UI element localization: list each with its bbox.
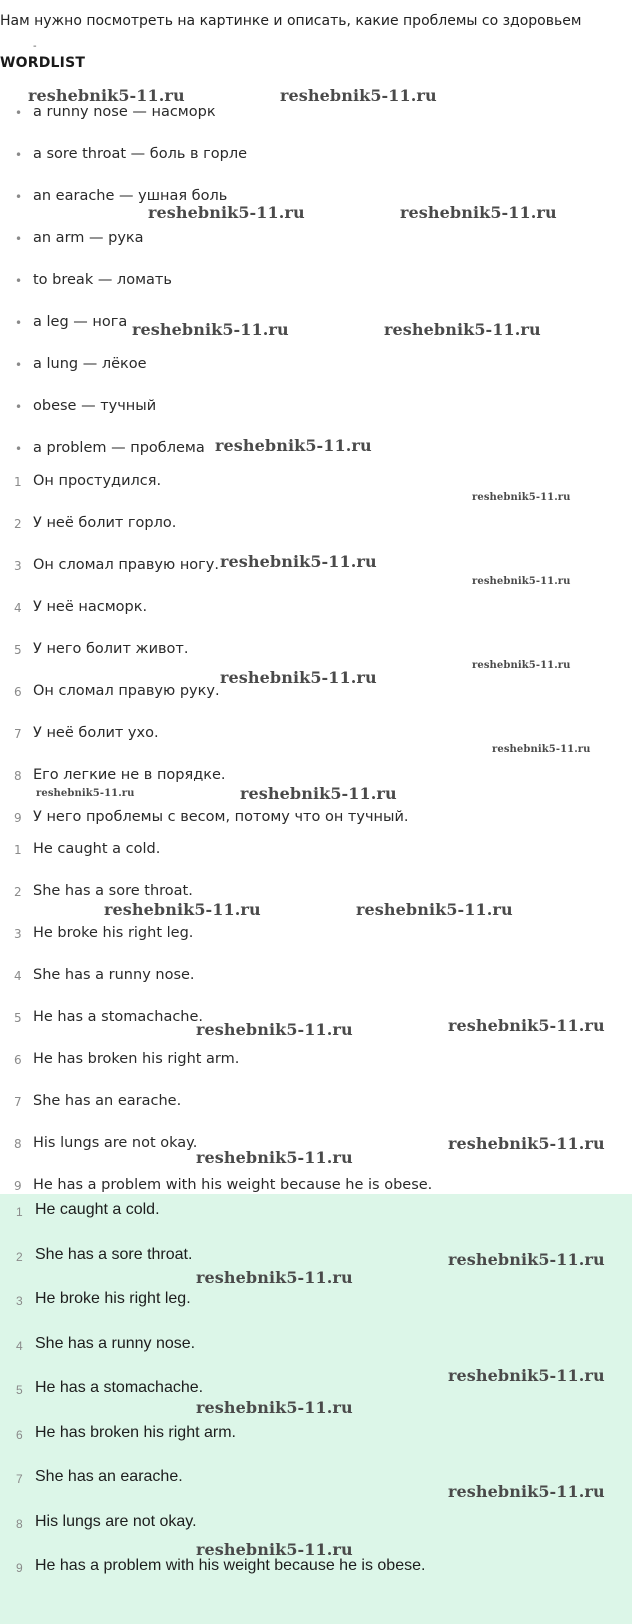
item-number: 7 (14, 727, 22, 741)
watermark: reshebnik5-11.ru (492, 744, 591, 755)
answer-sentence: She has an earache. (35, 1468, 183, 1485)
item-number: 3 (14, 559, 22, 573)
english-sentence: He broke his right leg. (33, 925, 194, 941)
item-number: 2 (14, 885, 22, 899)
watermark: reshebnik5-11.ru (148, 203, 305, 222)
answer-sentence: He broke his right leg. (35, 1290, 191, 1307)
watermark: reshebnik5-11.ru (36, 788, 135, 799)
item-number: 5 (14, 643, 22, 657)
item-number: 3 (16, 1294, 23, 1308)
item-number: 9 (16, 1561, 23, 1575)
wordlist-entry: a sore throat — боль в горле (33, 146, 248, 162)
item-number: 5 (16, 1383, 23, 1397)
item-number: 7 (16, 1472, 23, 1486)
watermark: reshebnik5-11.ru (384, 320, 541, 339)
bullet-icon: • (15, 400, 23, 414)
russian-sentence: Он сломал правую руку. (33, 683, 220, 699)
wordlist-entry: an arm — рука (33, 230, 144, 246)
bullet-icon: • (15, 442, 23, 456)
bullet-icon: • (15, 148, 23, 162)
russian-sentence: Он сломал правую ногу. (33, 557, 219, 573)
answer-sentence: He has a problem with his weight because he is obese. (35, 1557, 426, 1574)
bullet-icon: • (15, 316, 23, 330)
watermark: reshebnik5-11.ru (240, 784, 397, 803)
watermark: reshebnik5-11.ru (28, 86, 185, 105)
item-number: 1 (14, 843, 22, 857)
watermark: reshebnik5-11.ru (196, 1148, 353, 1167)
russian-sentence: У него проблемы с весом, потому что он тучный. (33, 809, 409, 825)
item-number: 7 (14, 1095, 22, 1109)
watermark: reshebnik5-11.ru (215, 436, 372, 455)
wordlist-entry: an earache — ушная боль (33, 188, 228, 204)
answer-sentence: He has a stomachache. (35, 1379, 204, 1396)
answer-sentence: He has broken his right arm. (35, 1423, 236, 1441)
wordlist-heading: WORDLIST (0, 55, 86, 71)
russian-sentence: У неё болит горло. (33, 515, 177, 531)
watermark: reshebnik5-11.ru (400, 203, 557, 222)
watermark: reshebnik5-11.ru (356, 900, 513, 919)
watermark: reshebnik5-11.ru (196, 1540, 353, 1559)
bullet-icon: • (15, 358, 23, 372)
english-sentence: She has an earache. (33, 1093, 182, 1109)
item-number: 1 (14, 475, 22, 489)
watermark: reshebnik5-11.ru (196, 1020, 353, 1039)
bullet-icon: • (15, 232, 23, 246)
wordlist-entry: a problem — проблема (33, 440, 205, 456)
wordlist-entry: obese — тучный (33, 398, 157, 414)
answer-sentence: She has a sore throat. (35, 1245, 193, 1263)
answer-sentence: He caught a cold. (35, 1201, 160, 1218)
wordlist-entry: a runny nose — насморк (33, 104, 216, 120)
english-sentence: She has a sore throat. (33, 883, 193, 899)
item-number: 2 (14, 517, 22, 531)
watermark: reshebnik5-11.ru (220, 668, 377, 687)
watermark: reshebnik5-11.ru (448, 1366, 605, 1385)
russian-sentence: Его легкие не в порядке. (33, 767, 226, 783)
item-number: 4 (16, 1338, 23, 1353)
english-sentence: He caught a cold. (33, 841, 161, 857)
russian-sentence: У неё насморк. (33, 599, 148, 615)
watermark: reshebnik5-11.ru (132, 320, 289, 339)
intro-text: Нам нужно посмотреть на картинке и описать, какие проблемы со здоровьем (0, 13, 582, 29)
russian-sentence: Он простудился. (33, 473, 162, 489)
watermark: reshebnik5-11.ru (448, 1134, 605, 1153)
item-number: 2 (16, 1249, 23, 1264)
item-number: 6 (14, 1053, 22, 1067)
item-number: 4 (14, 969, 22, 983)
watermark: reshebnik5-11.ru (220, 552, 377, 571)
english-sentence: He has a problem with his weight because he is obese. (33, 1177, 433, 1193)
item-number: 9 (14, 811, 22, 825)
item-number: 1 (16, 1205, 23, 1219)
watermark: reshebnik5-11.ru (472, 576, 571, 587)
watermark: reshebnik5-11.ru (104, 900, 261, 919)
english-sentence: His lungs are not okay. (33, 1135, 198, 1151)
english-sentence: He has broken his right arm. (33, 1051, 240, 1067)
english-sentence: He has a stomachache. (33, 1009, 204, 1025)
watermark: reshebnik5-11.ru (472, 492, 571, 503)
item-number: 3 (14, 927, 22, 941)
watermark: reshebnik5-11.ru (448, 1482, 605, 1501)
item-number: 8 (14, 1137, 22, 1151)
bullet-icon: • (15, 274, 23, 288)
watermark: reshebnik5-11.ru (196, 1398, 353, 1417)
item-number: 8 (14, 769, 22, 783)
wordlist-entry: a lung — лёкое (33, 356, 147, 372)
watermark: reshebnik5-11.ru (280, 86, 437, 105)
russian-sentence: У него болит живот. (33, 641, 189, 657)
answer-sentence: She has a runny nose. (35, 1334, 196, 1352)
watermark: reshebnik5-11.ru (472, 660, 571, 671)
item-number: 6 (16, 1427, 23, 1442)
answer-sentence: His lungs are not okay. (35, 1512, 197, 1530)
wordlist-entry: to break — ломать (33, 272, 172, 288)
watermark: reshebnik5-11.ru (448, 1250, 605, 1269)
wordlist-entry: a leg — нога (33, 314, 128, 330)
bullet-icon: • (15, 190, 23, 204)
item-number: 6 (14, 685, 22, 699)
watermark: reshebnik5-11.ru (196, 1268, 353, 1287)
intro-dash: - (33, 41, 37, 52)
english-sentence: She has a runny nose. (33, 967, 195, 983)
bullet-icon: • (15, 106, 23, 120)
item-number: 5 (14, 1011, 22, 1025)
watermark: reshebnik5-11.ru (448, 1016, 605, 1035)
item-number: 9 (14, 1179, 22, 1193)
russian-sentence: У неё болит ухо. (33, 725, 159, 741)
item-number: 8 (16, 1516, 23, 1531)
item-number: 4 (14, 601, 22, 615)
